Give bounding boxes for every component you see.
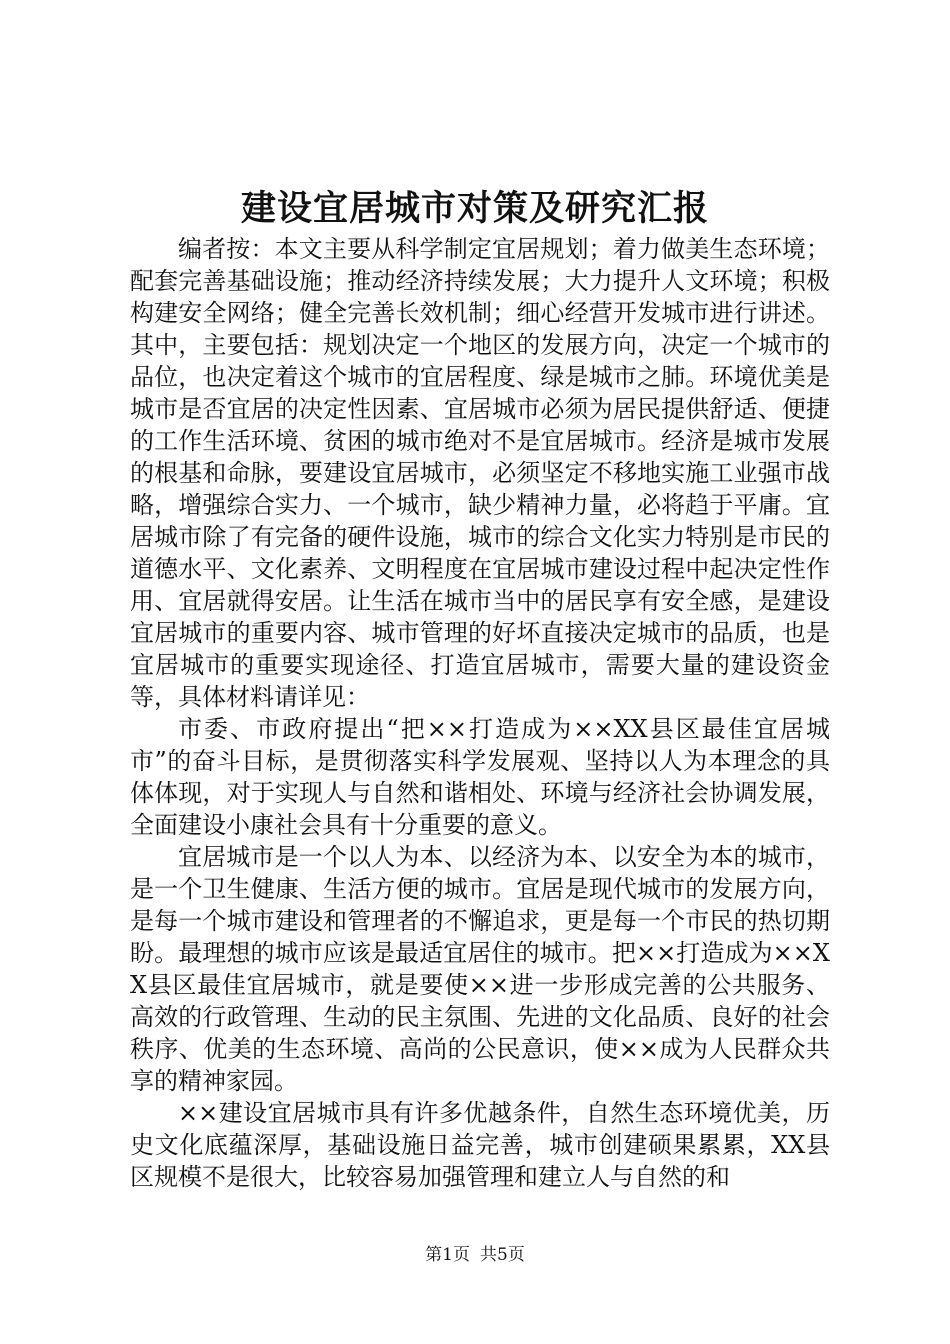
paragraph-definition: 宜居城市是一个以人为本、以经济为本、以安全为本的城市，是一个卫生健康、生活方便的城市。宜居是现代城市的发展方向，是每一个城市建设和管理者的不懈追求，更是每一个市民的热切期盼。最理想的城市应该是最适宜居住的城市。把××打造成为××XX县区最佳宜居城市，就是要使××进一步形成完善的公共服务、高效的行政管理、生动的民主氛围、先进的文化品质、良好的社会秩序、优美的生态环境、高尚的公民意识，使××成为人民群众共享的精神家园。 bbox=[130, 843, 830, 1095]
paragraph-goal: 市委、市政府提出“把××打造成为××XX县区最佳宜居城市”的奋斗目标，是贯彻落实科学发展观、坚持以人为本理念的具体体现，对于实现人与自然和谐相处、环境与经济社会协调发展，全面建设小康社会具有十分重要的意义。 bbox=[130, 715, 830, 839]
document-body bbox=[130, 233, 830, 1193]
page-total: 共5页 bbox=[480, 1245, 525, 1265]
paragraph-conditions: ××建设宜居城市具有许多优越条件，自然生态环境优美，历史文化底蕴深厚，基础设施日益完善，城市创建硕果累累，XX县区规模不是很大，比较容易加强管理和建立人与自然的和 bbox=[130, 1099, 830, 1191]
page-number: 第1页 bbox=[425, 1245, 470, 1265]
page-footer bbox=[0, 1244, 950, 1266]
paragraph-editor-note: 编者按：本文主要从科学制定宜居规划；着力做美生态环境；配套完善基础设施；推动经济持续发展；大力提升人文环境；积极构建安全网络；健全完善长效机制；细心经营开发城市进行讲述。其中，主要包括：规划决定一个地区的发展方向，决定一个城市的品位，也决定着这个城市的宜居程度、绿是城市之肺。环境优美是城市是否宜居的决定性因素、宜居城市必须为居民提供舒适、便捷的工作生活环境、贫困的城市绝对不是宜居城市。经济是城市发展的根基和命脉，要建设宜居城市，必须坚定不移地实施工业强市战略，增强综合实力、一个城市，缺少精神力量，必将趋于平庸。宜居城市除了有完备的硬件设施，城市的综合文化实力特别是市民的道德水平、文化素养、文明程度在宜居城市建设过程中起决定性作用、宜居就得安居。让生活在城市当中的居民享有安全感，是建设宜居城市的重要内容、城市管理的好坏直接决定城市的品质，也是宜居城市的重要实现途径、打造宜居城市，需要大量的建设资金等，具体材料请详见： bbox=[130, 235, 830, 711]
document-title: 建设宜居城市对策及研究汇报 bbox=[240, 188, 709, 229]
